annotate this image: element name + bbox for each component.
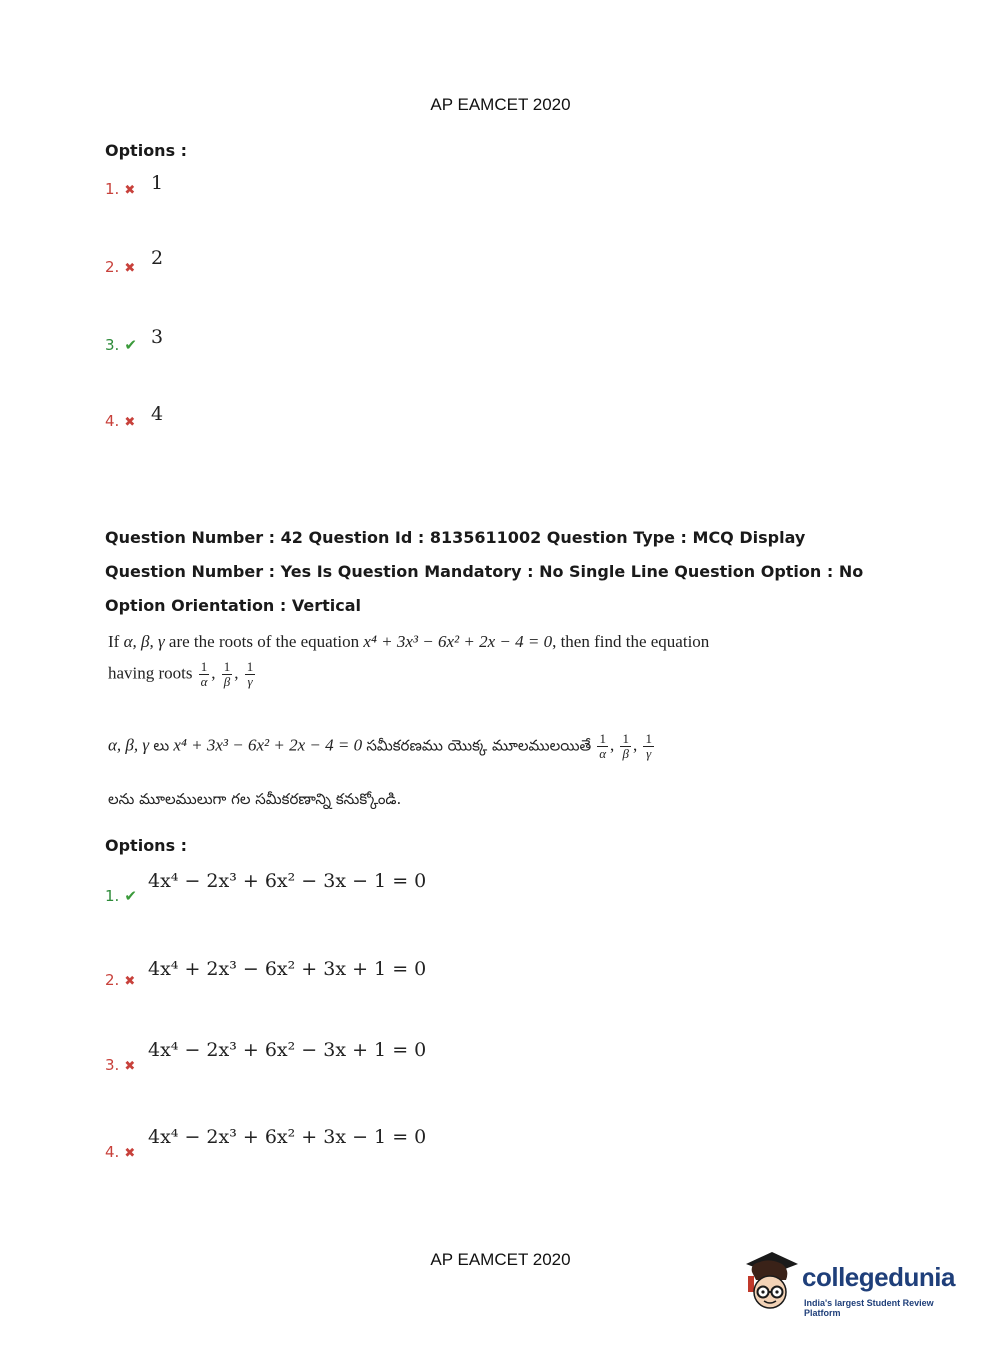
options-label: Options :: [105, 141, 188, 160]
option-value: 4x⁴ + 2x³ − 6x² + 3x + 1 = 0: [148, 958, 427, 980]
logo-name: collegedunia: [802, 1262, 955, 1292]
option-value: 4x⁴ − 2x³ + 6x² − 3x + 1 = 0: [148, 1039, 427, 1061]
page-footer: AP EAMCET 2020: [430, 1250, 571, 1269]
mascot-icon: [742, 1250, 800, 1320]
question-text-te-line2: లను మూలములుగా గల సమీకరణాన్ని కనుక్కోండి.: [108, 790, 402, 808]
wrong-icon: ✖: [124, 1146, 136, 1161]
question-text-te-line1: α, β, γ లు x⁴ + 3x³ − 6x² + 2x − 4 = 0 సమీకరణము యొక్క మూలములయితే $\frac{1}{\alpha}$ , $\frac{1}{\beta}$ , $\frac{1}{\gamma}$: [108, 731, 652, 761]
wrong-icon: ✖: [124, 261, 136, 276]
option-value: 2: [151, 247, 164, 269]
check-icon: ✔: [124, 336, 137, 354]
wrong-icon: ✖: [124, 183, 136, 198]
logo-tagline: India's largest Student Review Platform: [804, 1298, 934, 1318]
collegedunia-logo[interactable]: [742, 1250, 972, 1320]
option-value: 1: [151, 172, 164, 194]
check-icon: ✔: [124, 887, 137, 905]
options-label: Options :: [105, 836, 188, 855]
wrong-icon: ✖: [124, 974, 136, 989]
option-value: 4x⁴ − 2x³ + 6x² − 3x − 1 = 0: [148, 870, 427, 892]
wrong-icon: ✖: [124, 1059, 136, 1074]
question-meta: Question Number : 42 Question Id : 8135611002 Question Type : MCQ Display Question Number : Yes Is Question Mandatory : No Single Line Question Option : No Option Orientation : Vertical: [105, 528, 864, 615]
wrong-icon: ✖: [124, 415, 136, 430]
question-text-en-line2: having roots $\frac{1}{\alpha}$ , $\frac{1}{\beta}$ , $\frac{1}{\gamma}$: [108, 659, 254, 689]
option-value: 3: [151, 326, 164, 348]
option-value: 4x⁴ − 2x³ + 6x² + 3x − 1 = 0: [148, 1126, 427, 1148]
question-text-en-line1: If α, β, γ are the roots of the equation x⁴ + 3x³ − 6x² + 2x − 4 = 0, then find the equation: [108, 632, 710, 651]
page-header: AP EAMCET 2020: [430, 95, 571, 114]
option-value: 4: [151, 403, 164, 425]
